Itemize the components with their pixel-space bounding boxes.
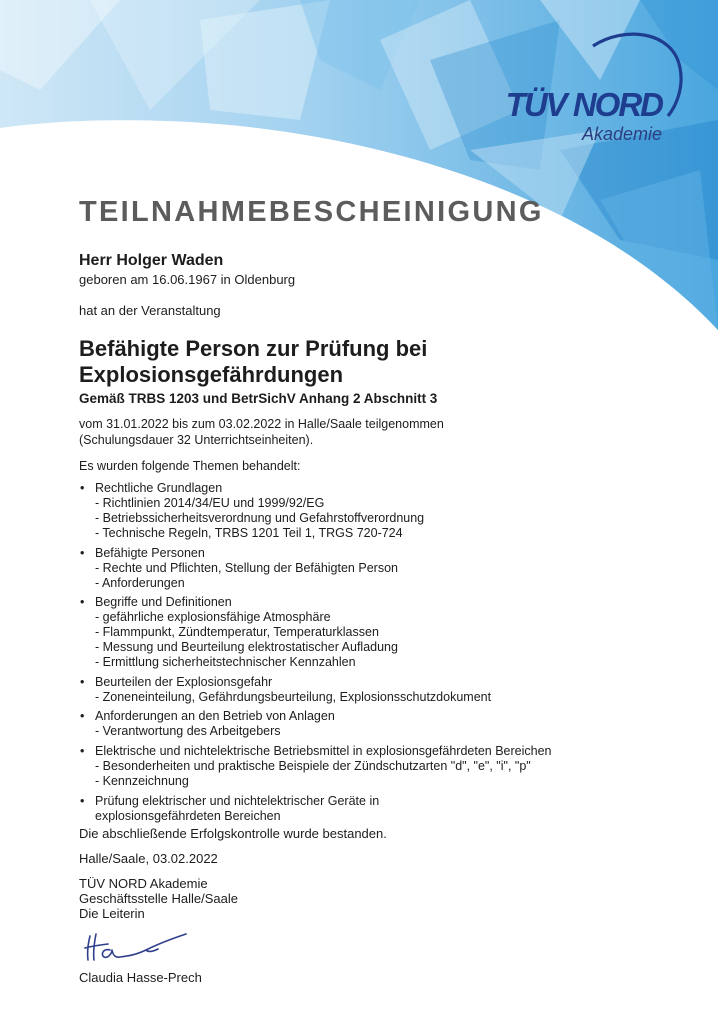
handwritten-signature	[82, 930, 202, 966]
topic-heading: Begriffe und Definitionen	[95, 595, 232, 610]
bullet-icon: •	[80, 674, 85, 689]
topic-detail: - Rechte und Pflichten, Stellung der Befähigten Person	[95, 560, 398, 575]
document-title: TEILNAHMEBESCHEINIGUNG	[79, 196, 544, 228]
issuing-organization	[79, 876, 238, 921]
result-statement: Die abschließende Erfolgskontrolle wurde bestanden.	[79, 826, 387, 841]
tuev-nord-logo	[498, 28, 698, 158]
list-item	[79, 595, 659, 670]
topics-list	[79, 481, 659, 828]
org-line-3: Die Leiterin	[79, 906, 145, 921]
dates-line-1: vom 31.01.2022 bis zum 03.02.2022 in Halle/Saale teilgenommen	[79, 417, 444, 431]
topic-detail: - Richtlinien 2014/34/EU und 1999/92/EG	[95, 496, 325, 510]
topic-heading: Rechtliche Grundlagen	[95, 481, 223, 495]
bullet-icon: •	[80, 481, 85, 495]
topic-heading: Anforderungen an den Betrieb von Anlagen	[95, 709, 335, 724]
topics-intro: Es wurden folgende Themen behandelt:	[79, 459, 301, 473]
topic-heading: Prüfung elektrischer und nichtelektrischer Geräte in	[95, 793, 380, 808]
topic-detail: - Verantwortung des Arbeitgebers	[95, 724, 281, 739]
topic-detail: - Betriebssicherheitsverordnung und Gefahrstoffverordnung	[95, 511, 425, 525]
topic-detail: - Flammpunkt, Zündtemperatur, Temperaturklassen	[95, 625, 379, 640]
course-title-line-1: Befähigte Person zur Prüfung bei	[79, 336, 428, 361]
topic-detail: - Besonderheiten und praktische Beispiele der Zündschutzarten "d", "e", "i", "p"	[95, 758, 531, 773]
topic-detail: - Zoneneinteilung, Gefährdungsbeurteilung, Explosionsschutzdokument	[95, 689, 492, 704]
course-title	[79, 336, 639, 388]
logo-wordmark: TÜV NORD	[505, 86, 662, 123]
participant-name: Herr Holger Waden	[79, 252, 224, 269]
org-line-2: Geschäftsstelle Halle/Saale	[79, 891, 238, 906]
list-item	[79, 675, 659, 705]
topic-detail: - gefährliche explosionsfähige Atmosphäre	[95, 610, 331, 625]
course-regulation: Gemäß TRBS 1203 und BetrSichV Anhang 2 Abschnitt 3	[79, 391, 438, 406]
topic-detail: - Anforderungen	[95, 575, 185, 590]
topic-detail: - Ermittlung sicherheitstechnischer Kennzahlen	[95, 655, 356, 670]
list-item	[79, 546, 659, 591]
org-line-1: TÜV NORD Akademie	[79, 876, 208, 891]
dates-line-2: (Schulungsdauer 32 Unterrichtseinheiten).	[79, 433, 314, 447]
topic-detail: - Technische Regeln, TRBS 1201 Teil 1, TRGS 720-724	[95, 526, 403, 540]
topic-heading: Beurteilen der Explosionsgefahr	[95, 674, 273, 689]
list-item	[79, 794, 659, 824]
topic-detail: - Messung und Beurteilung elektrostatischer Aufladung	[95, 640, 398, 655]
topic-heading: Elektrische und nichtelektrische Betriebsmittel in explosionsgefährdeten Bereichen	[95, 743, 552, 758]
logo-subtitle: Akademie	[581, 124, 662, 144]
bullet-icon: •	[80, 793, 85, 808]
bullet-icon: •	[80, 743, 85, 758]
event-intro: hat an der Veranstaltung	[79, 303, 221, 318]
course-dates	[79, 416, 639, 448]
participant-birth: geboren am 16.06.1967 in Oldenburg	[79, 272, 296, 287]
list-item	[79, 481, 659, 541]
bullet-icon: •	[80, 545, 85, 560]
bullet-icon: •	[80, 709, 85, 724]
signer-name: Claudia Hasse-Prech	[79, 970, 202, 985]
topic-detail: explosionsgefährdeten Bereichen	[95, 808, 281, 823]
list-item	[79, 709, 659, 739]
list-item	[79, 744, 659, 789]
topic-detail: - Kennzeichnung	[95, 773, 189, 788]
course-title-line-2: Explosionsgefährdungen	[79, 362, 344, 387]
topic-heading: Befähigte Personen	[95, 545, 205, 560]
bullet-icon: •	[80, 595, 85, 610]
place-date: Halle/Saale, 03.02.2022	[79, 851, 218, 866]
